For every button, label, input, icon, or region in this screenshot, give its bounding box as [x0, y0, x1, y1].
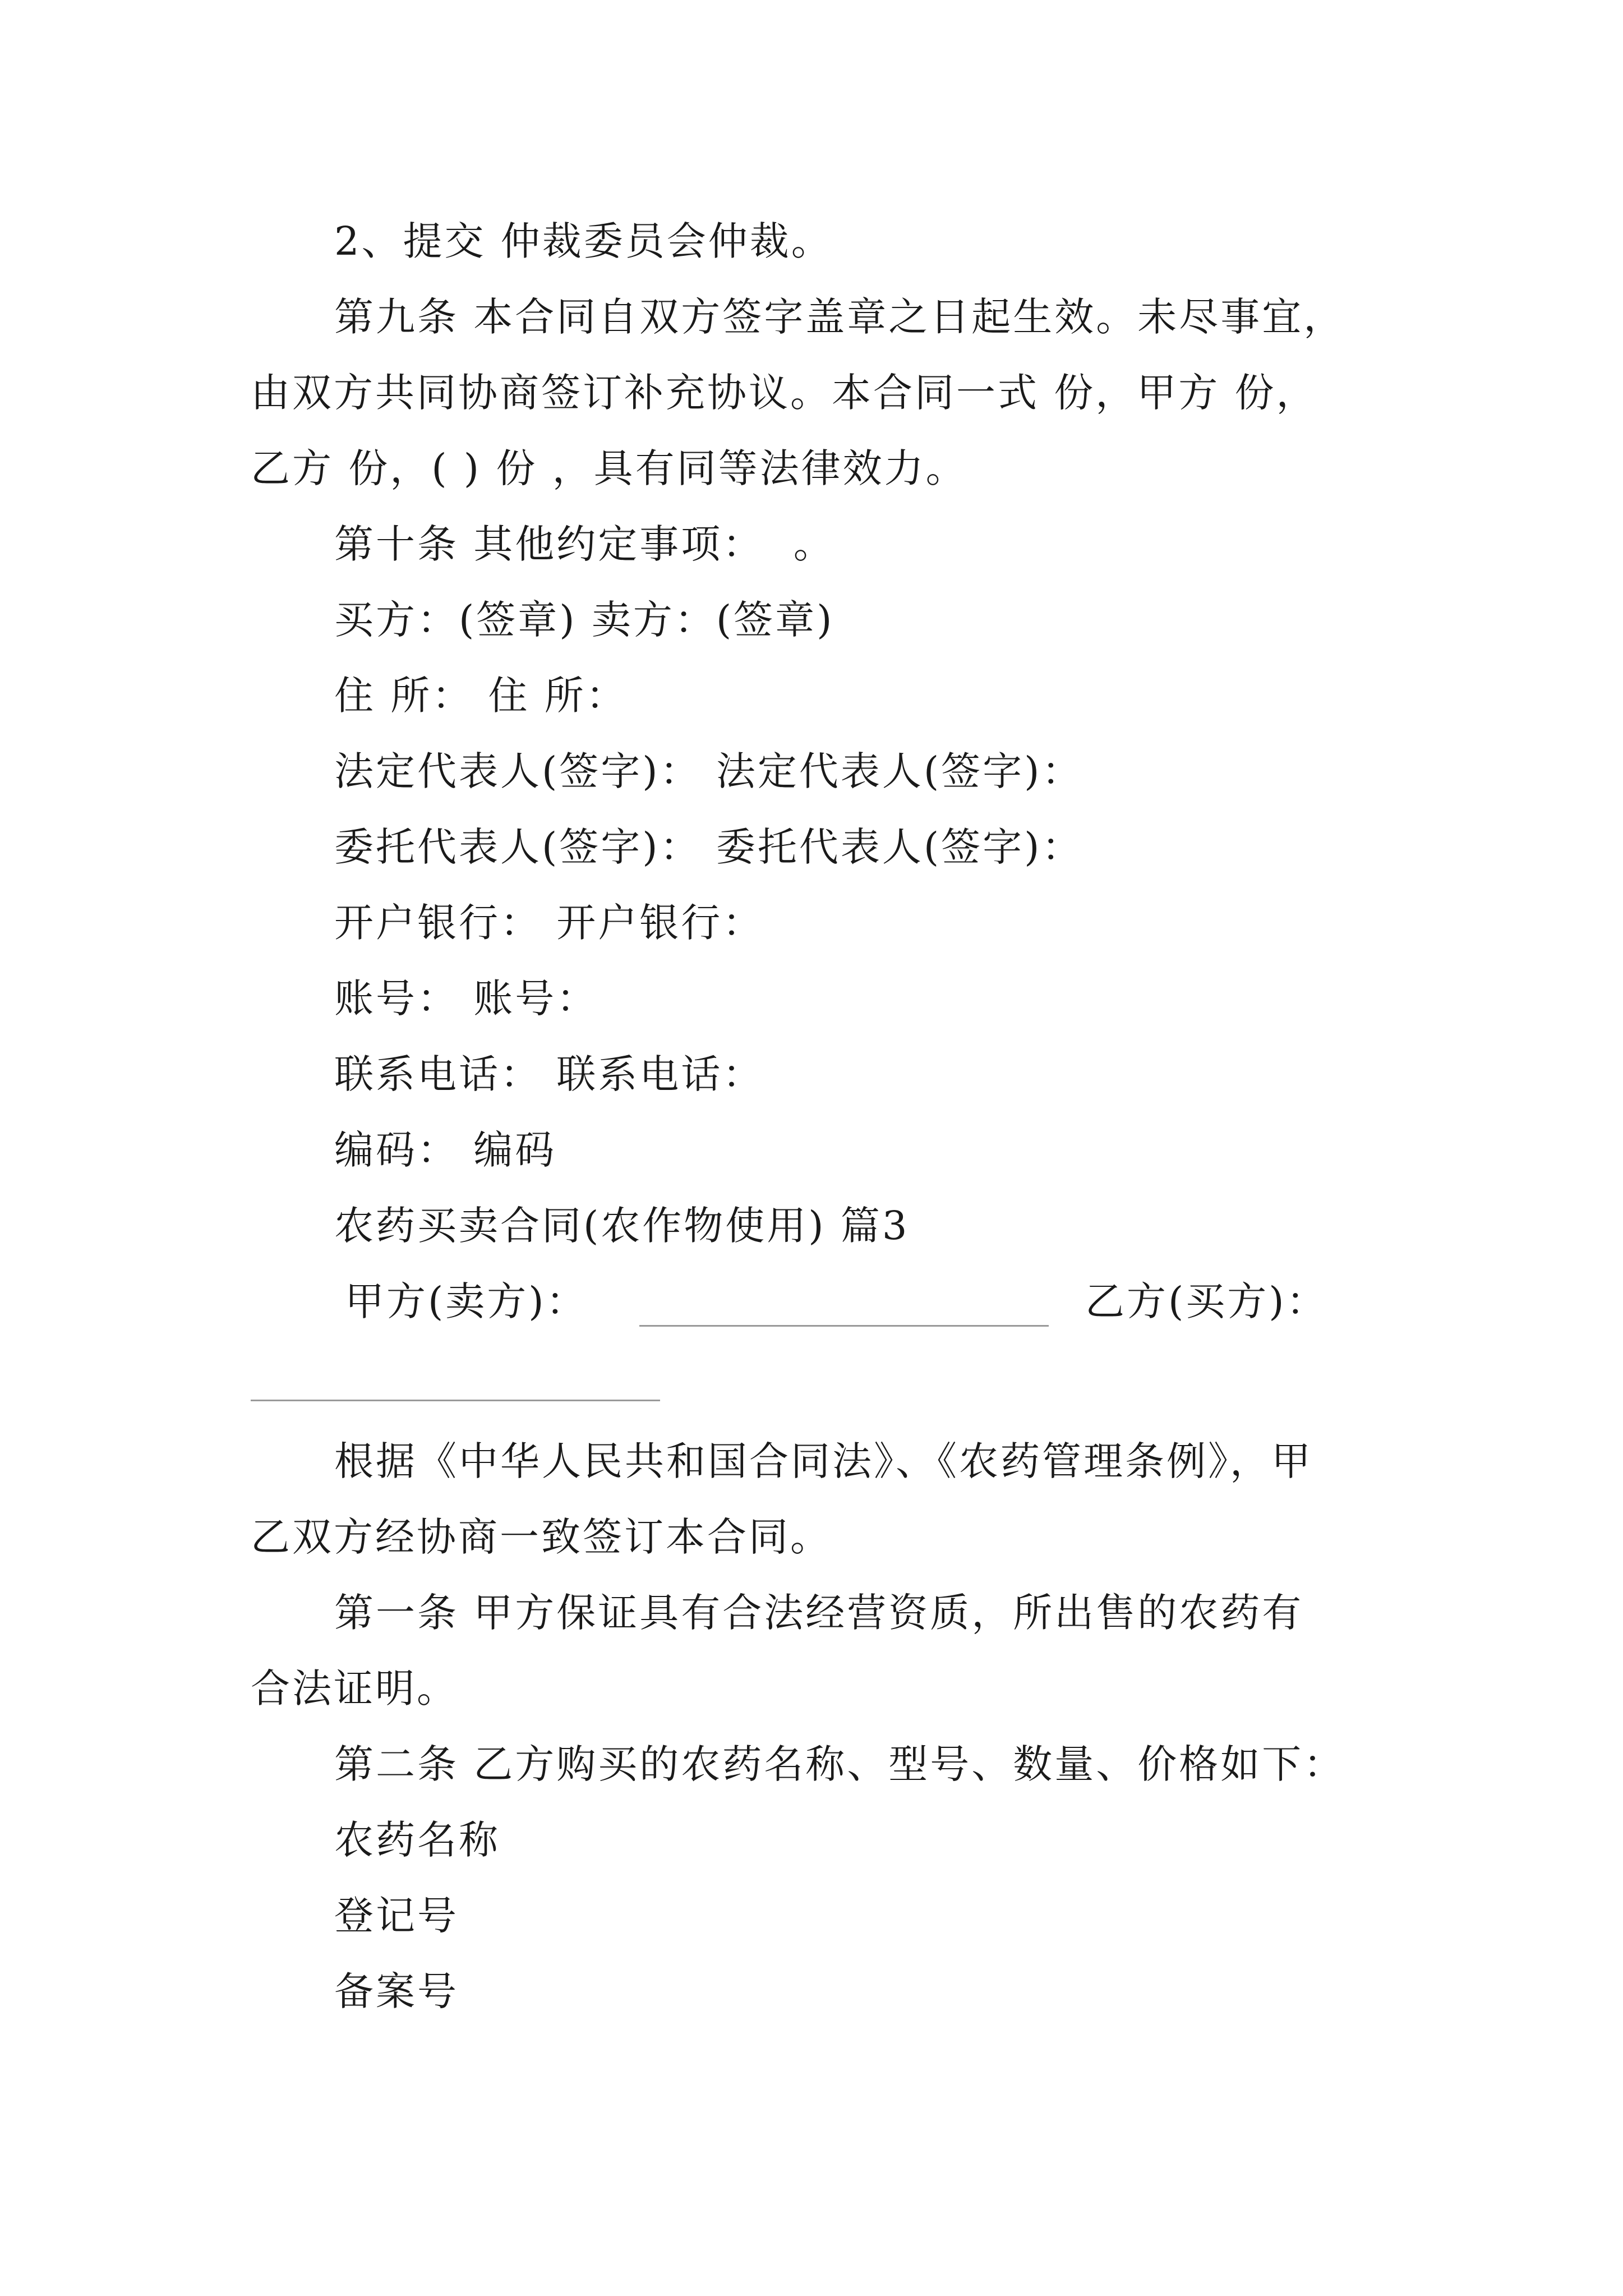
text-line-agent-rep: 委托代表人(签字)： 委托代表人(签字)：: [334, 824, 1083, 870]
text-line-pesticide-name: 农药名称: [334, 1817, 500, 1863]
text-line-article-1: 第一条 甲方保证具有合法经营资质，所出售的农药有: [334, 1590, 1304, 1636]
text-line-arbitration: 2、提交 仲裁委员会仲裁。: [334, 218, 833, 264]
text-line-filing-no: 备案号: [334, 1968, 459, 2014]
text-line-article-9-cont-2: 乙方 份，( ) 份 ，具有同等法律效力。: [251, 445, 967, 491]
text-line-code: 编码： 编码: [334, 1127, 557, 1173]
text-line-signature: 买方：(签章) 卖方：(签章): [334, 597, 834, 643]
text-line-article-10: 第十条 其他约定事项： 。: [334, 521, 835, 567]
text-line-account: 账号： 账号：: [334, 976, 598, 1022]
text-line-article-9: 第九条 本合同自双方签字盖章之日起生效。未尽事宜，: [334, 294, 1345, 340]
text-line-bank: 开户银行： 开户银行：: [334, 900, 764, 946]
seller-label: 甲方(卖方)：: [345, 1278, 588, 1324]
section-title: 农药买卖合同(农作物使用) 篇3: [334, 1203, 910, 1249]
text-line-article-9-cont-1: 由双方共同协商签订补充协议。本合同一式 份，甲方 份，: [251, 370, 1318, 416]
text-line-basis-cont: 乙双方经协商一致签订本合同。: [251, 1514, 832, 1560]
text-line-article-1-cont: 合法证明。: [251, 1665, 458, 1711]
text-line-basis: 根据《中华人民共和国合同法》、《农药管理条例》，甲: [334, 1438, 1313, 1484]
seller-blank-line: [639, 1325, 1049, 1327]
text-line-address: 住 所： 住 所：: [334, 673, 628, 719]
text-line-legal-rep: 法定代表人(签字)： 法定代表人(签字)：: [334, 748, 1083, 794]
text-line-registration-no: 登记号: [334, 1893, 459, 1939]
text-line-phone: 联系电话： 联系电话：: [334, 1051, 764, 1097]
buyer-blank-line: [251, 1400, 660, 1401]
buyer-label: 乙方(买方)：: [1085, 1278, 1328, 1324]
text-line-article-2: 第二条 乙方购买的农药名称、型号、数量、价格如下：: [334, 1741, 1345, 1787]
